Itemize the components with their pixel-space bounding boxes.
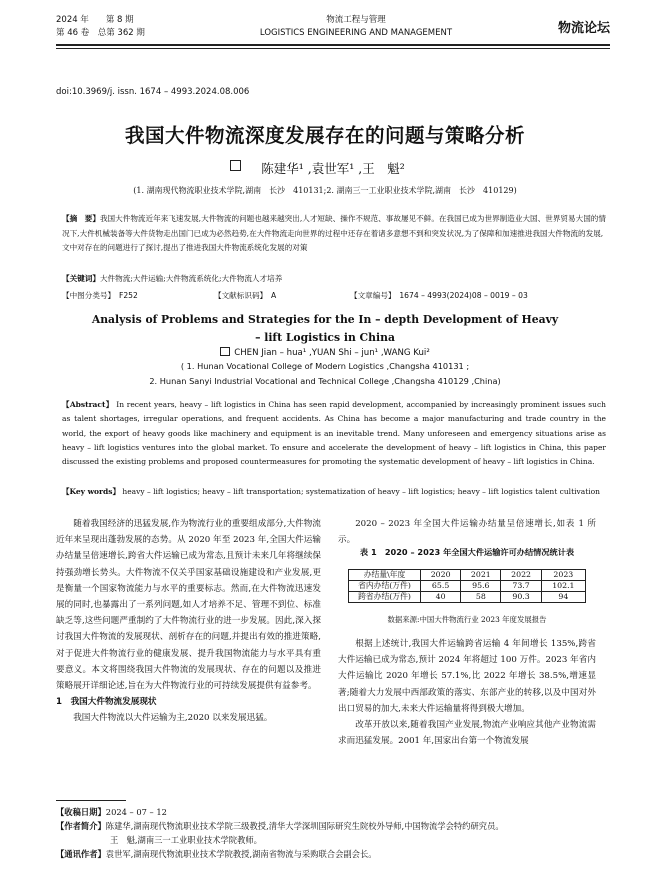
footnote-rule <box>56 800 126 801</box>
table-cell: 58 <box>461 592 501 603</box>
clc-number: 【中图分类号】 F252 <box>62 291 138 300</box>
table-row <box>349 581 586 592</box>
footnote-author-bio-label: 【作者简介】 <box>56 821 106 831</box>
table-intro-text: 2020 – 2023 年全国大件运输办结量呈倍速增长,如表 1 所示。 <box>338 519 596 546</box>
footnote-corresponding-text: 袁世军,湖南现代物流职业技术学院教授,湖南省物流与采购联合会副会长。 <box>105 849 377 859</box>
authors-cn <box>40 159 610 177</box>
header-rule-thin <box>56 48 610 49</box>
abstract-en-label: 【Abstract】 <box>62 400 114 409</box>
table-row-label: 省内办结(万件) <box>349 581 421 592</box>
keywords-en-label: 【Key words】 <box>62 487 120 496</box>
footnote-received <box>56 806 606 818</box>
footnote-author-bio-2: 王 魁,湖南三一工业职业技术学院教师。 <box>110 835 262 845</box>
keywords-cn-text: 大件物流;大件运输;大件物流系统化;大件物流人才培养 <box>99 274 283 283</box>
journal-name <box>206 14 506 40</box>
footnote-author-bio <box>56 820 606 832</box>
abstract-en-text: In recent years, heavy – lift logistics in China has seen rapid development, accompanied by increasingly prominent issues such as talent shortages, irregular operations, and frequent accidents. As China has become a major manufacturing and trade country in the world, the export of heavy goods like machinery and equipment is an inevitable trend. Many unforeseen and emergency situations arise as heavy – lift logistics ventures into the global market. To ensure and accelerate the development of heavy – lift logistics in China, this paper discussed the existing problems and proposed countermeasures for promoting the systematic development of heavy – lift logistics in China. <box>62 400 606 467</box>
table-row <box>349 592 586 603</box>
footnote-corresponding <box>56 848 606 860</box>
body-column-left <box>56 516 321 727</box>
doi: doi:10.3969/j. issn. 1674 – 4993.2024.08.006 <box>56 87 250 97</box>
abstract-en <box>62 398 606 469</box>
section-name: 物流论坛 <box>557 21 610 36</box>
affiliations-cn: (1. 湖南现代物流职业技术学院,湖南 长沙 410131;2. 湖南三一工业职业技术学院,湖南 长沙 410129) <box>133 186 517 195</box>
volume-total: 第 46 卷 总第 362 期 <box>56 28 145 38</box>
journal-name-en: LOGISTICS ENGINEERING AND MANAGEMENT <box>259 28 453 38</box>
keywords-en <box>62 485 606 499</box>
table-year-header: 2021 <box>461 570 501 581</box>
abstract-cn-label: 【摘 要】 <box>62 214 100 223</box>
abstract-cn <box>62 212 606 256</box>
table-header-row <box>349 570 586 581</box>
footnote-received-label: 【收稿日期】 <box>56 807 106 817</box>
body-column-right <box>338 636 596 749</box>
affiliation-en-2: 2. Hunan Sanyi Industrial Vocational and Technical College ,Changsha 410129 ,China) <box>149 376 501 386</box>
footnote-author-bio-text: 陈建华,湖南现代物流职业技术学院三级教授,清华大学深圳国际研究生院校外导师,中国物流学会特约研究员。 <box>105 821 504 831</box>
table-cell: 65.5 <box>421 581 461 592</box>
keywords-en-text: heavy – lift logistics; heavy – lift transportation; systematization of heavy – lift logistics; heavy – lift logistics talent cultivation <box>122 487 600 496</box>
keywords-cn-label: 【关键词】 <box>62 274 100 283</box>
header-rule <box>56 44 610 46</box>
footnote-received-text: 2024 – 07 – 12 <box>105 807 167 817</box>
year-issue: 2024 年 第 8 期 <box>56 15 134 25</box>
table-year-header: 2023 <box>541 570 585 581</box>
journal-name-cn: 物流工程与管理 <box>326 15 386 25</box>
title-en: Analysis of Problems and Strategies for the In – depth Development of Heavy – lift Logistics in China <box>91 313 559 344</box>
keywords-cn <box>62 273 606 284</box>
reform-paragraph: 改革开放以来,随着我国产业发展,物流产业响应其他产业物流需求而迅猛发展。2001 年,国家出台第一个物流发展 <box>338 720 596 747</box>
table-cell: 40 <box>421 592 461 603</box>
title-cn: 我国大件物流深度发展存在的问题与策略分析 <box>124 124 525 147</box>
table-row-label: 跨省办结(万件) <box>349 592 421 603</box>
document-code: 【文献标识码】 A <box>214 291 277 300</box>
table-cell: 90.3 <box>501 592 541 603</box>
table-1 <box>348 569 586 603</box>
table-cell: 73.7 <box>501 581 541 592</box>
article-number: 【文章编号】 1674 – 4993(2024)08 – 0019 – 03 <box>350 291 528 300</box>
table-cell: 95.6 <box>461 581 501 592</box>
section-1-heading: 1 我国大件物流发展现状 <box>56 697 157 708</box>
table-cell: 94 <box>541 592 585 603</box>
analysis-paragraph: 根据上述统计,我国大件运输跨省运输 4 年间增长 135%,跨省大件运输已成为常态,预计 2024 年将超过 100 万件。2023 年省内大件运输比 2020 年增长 57.1%,比 2022 年增长 38.5%,增速显著;随着大力发展中西部政策的落实、东部产业的转移,以及中国对外出口贸易的加大,未来大件运输量将得到极大增加。 <box>338 639 596 714</box>
affiliation-en-1: ( 1. Hunan Vocational College of Modern Logistics ,Changsha 410131 ; <box>180 361 470 371</box>
table-year-header: 2020 <box>421 570 461 581</box>
authors-en <box>40 347 610 358</box>
box-mark-icon-en <box>220 347 230 356</box>
table-year-header: 2022 <box>501 570 541 581</box>
table-corner-cell: 办结量\年度 <box>349 570 421 581</box>
issue-info <box>56 14 145 40</box>
table-1-caption: 表 1 2020 – 2023 年全国大件运输许可办结情况统计表 <box>359 547 575 557</box>
footnote-corresponding-label: 【通讯作者】 <box>56 849 106 859</box>
authors-en-text: CHEN Jian – hua¹ ,YUAN Shi – jun¹ ,WANG Kui² <box>234 348 430 358</box>
table-cell: 102.1 <box>541 581 585 592</box>
authors-cn-text: 陈建华¹ ,袁世军¹ ,王 魁² <box>261 161 405 176</box>
section-1-paragraph: 我国大件物流以大件运输为主,2020 以来发展迅猛。 <box>73 713 273 724</box>
abstract-cn-text: 我国大件物流近年来飞速发展,大件物流的问题也越来越突出,人才短缺、操作不规范、事故屡见不鲜。在我国已成为世界制造业大国、世界贸易大国的情况下,大件机械装备等大件货物走出国门已成为必然趋势,在大件物流走向世界的过程中还存在着诸多意想不到和突发状况,为了保障和加速推进我国大件物流的发展,文中对存在的问题进行了探讨,提出了推进我国大件物流系统化发展的对策 <box>62 214 606 252</box>
intro-paragraph: 随着我国经济的迅猛发展,作为物流行业的重要组成部分,大件物流近年来呈现出蓬勃发展的态势。从 2020 年至 2023 年,全国大件运输办结量呈倍速增长,跨省大件运输已成为常态,且预计未来几年将继续保持强劲增长势头。大件物流不仅关乎国家基础设施建设和产业发展,更是衡量一个国家物流能力与水平的重要标志。然而,在大件物流迅速发展的同时,也暴露出了一系列问题,如人才培养不足、管理不到位、标准缺乏等,这些问题严重制约了大件物流行业的进一步发展。因此,深入探讨我国大件物流的发展现状、剖析存在的问题,并提出有效的推进策略,对于促进大件物流行业的健康发展、提升我国物流能力与水平具有重要意义。本文将围绕我国大件物流的发展现状、存在的问题以及推进策略展开详细论述,旨在为大件物流行业的可持续发展提供有益参考。 <box>56 519 321 692</box>
table-1-source: 数据来源:中国大件物流行业 2023 年度发展报告 <box>387 615 547 624</box>
